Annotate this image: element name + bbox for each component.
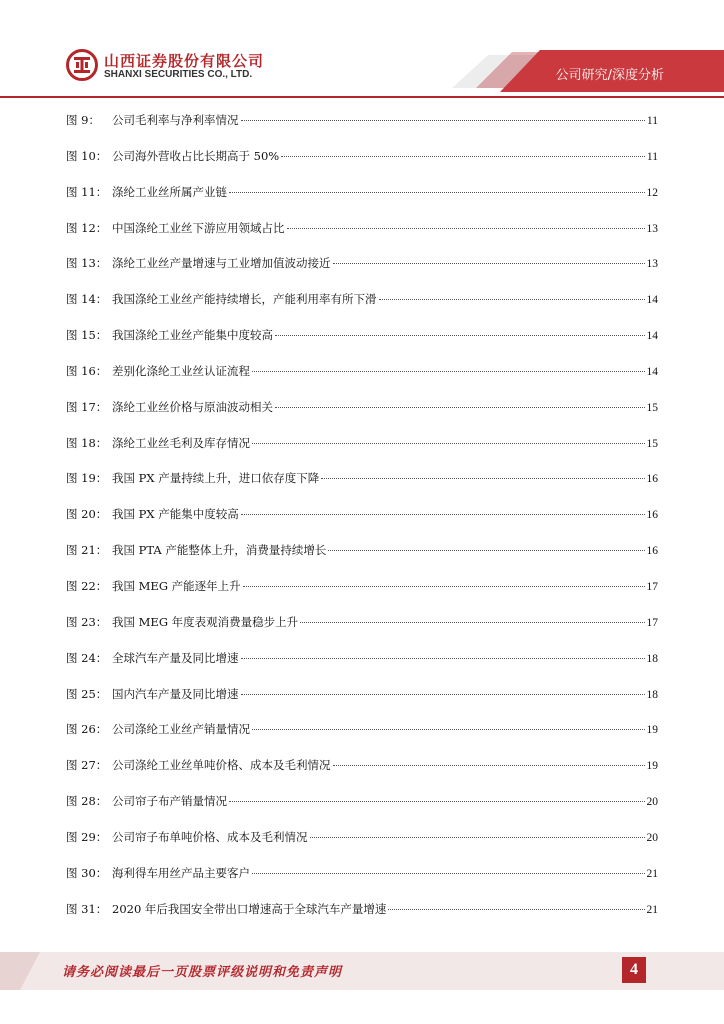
dot-leader (275, 407, 645, 408)
figure-page-number: 20 (646, 831, 658, 844)
dot-leader (243, 586, 645, 587)
figure-page-number: 11 (646, 150, 658, 163)
figure-title: 公司帘子布产销量情况 (112, 794, 227, 809)
figure-number: 图 23： (66, 614, 108, 629)
figure-page-number: 16 (646, 509, 658, 522)
figure-title: 公司涤纶工业丝产销量情况 (112, 722, 250, 737)
toc-row[interactable] (66, 435, 658, 471)
figure-page-number: 20 (646, 796, 658, 809)
page-header (0, 0, 724, 100)
figure-number: 图 24： (66, 650, 108, 665)
figure-page-number: 19 (646, 760, 658, 773)
dot-leader (281, 156, 645, 157)
figure-title: 中国涤纶工业丝下游应用领域占比 (112, 220, 285, 235)
dot-leader (333, 765, 645, 766)
figure-title: 我国 MEG 产能逐年上升 (112, 578, 241, 593)
company-name-en: SHANXI SECURITIES CO., LTD. (104, 69, 253, 80)
figure-number: 图 21： (66, 543, 108, 558)
dot-leader (275, 335, 645, 336)
toc-row[interactable] (66, 148, 658, 184)
figure-page-number: 17 (646, 580, 658, 593)
toc-row[interactable] (66, 363, 658, 399)
dot-leader (333, 263, 645, 264)
figure-title: 我国涤纶工业丝产能持续增长，产能利用率有所下滑 (112, 292, 377, 307)
figure-number: 图 15： (66, 328, 108, 343)
dot-leader (229, 192, 645, 193)
figure-page-number: 21 (646, 867, 658, 880)
figure-number: 图 14： (66, 292, 108, 307)
figure-page-number: 13 (646, 258, 658, 271)
figure-number: 图 12： (66, 220, 108, 235)
toc-row[interactable] (66, 865, 658, 901)
toc-row[interactable] (66, 542, 658, 578)
figure-number: 图 27： (66, 758, 108, 773)
figure-title: 涤纶工业丝所属产业链 (112, 184, 227, 199)
figure-number: 图 28： (66, 794, 108, 809)
figure-title: 公司毛利率与净利率情况 (112, 113, 239, 127)
figure-number: 图 11： (66, 184, 108, 199)
figure-title: 全球汽车产量及同比增速 (112, 650, 239, 665)
toc-row[interactable] (66, 470, 658, 506)
disclaimer-notice: 请务必阅读最后一页股票评级说明和免责声明 (62, 965, 343, 980)
toc-row[interactable] (66, 184, 658, 220)
toc-row[interactable] (66, 220, 658, 256)
company-name-cn: 山西证券股份有限公司 (104, 52, 265, 70)
figure-number: 图 10： (66, 148, 108, 163)
dot-leader (252, 873, 645, 874)
toc-row[interactable] (66, 578, 658, 614)
dot-leader (252, 729, 645, 730)
figure-title: 我国 PTA 产能整体上升，消费量持续增长 (112, 543, 327, 558)
figure-number: 图 9： (66, 113, 100, 127)
figure-number: 图 29： (66, 829, 108, 844)
figure-number: 图 25： (66, 686, 108, 701)
dot-leader (241, 658, 645, 659)
toc-row[interactable] (66, 650, 658, 686)
figure-number: 图 16： (66, 363, 108, 378)
toc-row[interactable] (66, 255, 658, 291)
figure-title: 我国 PX 产量持续上升，进口依存度下降 (112, 471, 320, 486)
dot-leader (252, 443, 645, 444)
figure-page-number: 14 (646, 365, 658, 378)
figure-page-number: 15 (646, 401, 658, 414)
figure-number: 图 17： (66, 399, 108, 414)
figure-number: 图 30： (66, 865, 108, 880)
toc-row[interactable] (66, 793, 658, 829)
figure-number: 图 19： (66, 471, 108, 486)
figure-number: 图 22： (66, 578, 108, 593)
figure-page-number: 18 (646, 688, 658, 701)
dot-leader (328, 550, 644, 551)
report-section-label: 公司研究/深度分析 (555, 68, 664, 83)
toc-row[interactable] (66, 757, 658, 793)
figure-page-number: 16 (646, 473, 658, 486)
figure-index (66, 112, 658, 936)
figure-page-number: 15 (646, 437, 658, 450)
dot-leader (379, 299, 645, 300)
page-number: 4 (622, 957, 646, 983)
dot-leader (241, 120, 645, 121)
dot-leader (241, 694, 645, 695)
figure-title: 我国 MEG 年度表观消费量稳步上升 (112, 614, 299, 629)
figure-title: 公司涤纶工业丝单吨价格、成本及毛利情况 (112, 758, 331, 773)
figure-page-number: 21 (646, 903, 658, 916)
toc-row[interactable] (66, 829, 658, 865)
figure-page-number: 16 (646, 545, 658, 558)
toc-row[interactable] (66, 506, 658, 542)
toc-row[interactable] (66, 614, 658, 650)
dot-leader (287, 228, 645, 229)
dot-leader (321, 478, 644, 479)
figure-title: 国内汽车产量及同比增速 (112, 686, 239, 701)
toc-row[interactable] (66, 112, 658, 148)
toc-row[interactable] (66, 686, 658, 722)
figure-number: 图 18： (66, 435, 108, 450)
header-accent-bar (0, 0, 724, 100)
figure-page-number: 11 (646, 115, 658, 127)
figure-number: 图 20： (66, 507, 108, 522)
dot-leader (241, 514, 645, 515)
figure-title: 我国 PX 产能集中度较高 (112, 507, 239, 522)
figure-title: 涤纶工业丝价格与原油波动相关 (112, 399, 273, 414)
figure-title: 公司海外营收占比长期高于 50% (112, 148, 280, 163)
dot-leader (252, 371, 645, 372)
figure-title: 差别化涤纶工业丝认证流程 (112, 363, 250, 378)
toc-row[interactable] (66, 721, 658, 757)
figure-title: 公司帘子布单吨价格、成本及毛利情况 (112, 829, 308, 844)
figure-page-number: 18 (646, 652, 658, 665)
figure-title: 2020 年后我国安全带出口增速高于全球汽车产量增速 (112, 901, 387, 916)
toc-row[interactable] (66, 291, 658, 327)
figure-page-number: 13 (646, 222, 658, 235)
dot-leader (300, 622, 644, 623)
figure-page-number: 14 (646, 294, 658, 307)
figure-title: 我国涤纶工业丝产能集中度较高 (112, 328, 273, 343)
figure-number: 图 31： (66, 901, 108, 916)
figure-title: 涤纶工业丝毛利及库存情况 (112, 435, 250, 450)
toc-row[interactable] (66, 399, 658, 435)
figure-number: 图 13： (66, 256, 108, 271)
figure-page-number: 17 (646, 616, 658, 629)
figure-number: 图 26： (66, 722, 108, 737)
figure-title: 海利得车用丝产品主要客户 (112, 865, 250, 880)
figure-page-number: 19 (646, 724, 658, 737)
dot-leader (388, 909, 644, 910)
dot-leader (310, 837, 645, 838)
figure-title: 涤纶工业丝产量增速与工业增加值波动接近 (112, 256, 331, 271)
figure-page-number: 14 (646, 330, 658, 343)
toc-row[interactable] (66, 327, 658, 363)
figure-page-number: 12 (646, 186, 658, 199)
dot-leader (229, 801, 645, 802)
toc-row[interactable] (66, 901, 658, 937)
